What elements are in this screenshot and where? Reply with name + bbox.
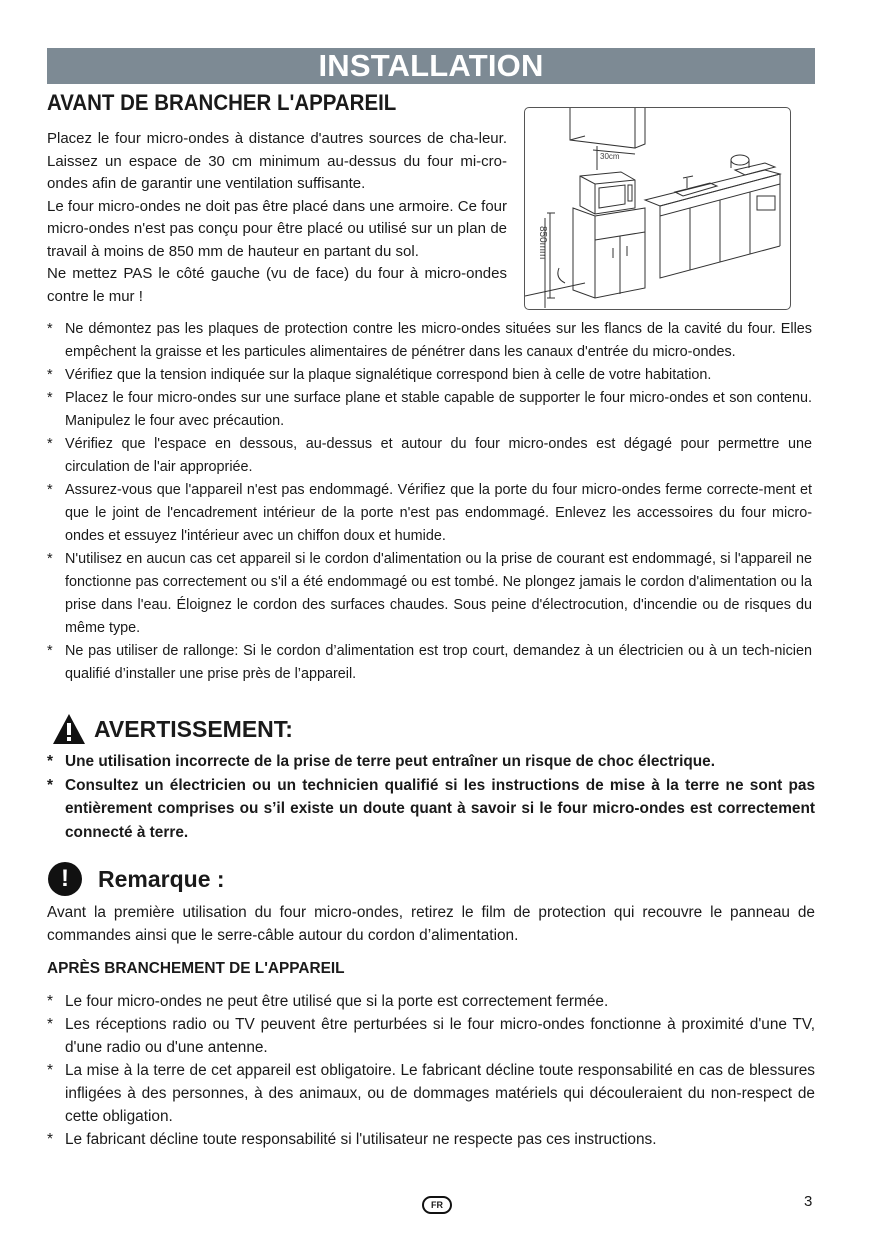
warning-title: AVERTISSEMENT: [94, 715, 293, 742]
dim-label-850mm: 850mm [537, 226, 548, 260]
note-body: Avant la première utilisation du four micro-ondes, retirez le film de protection qui recouvre le panneau de commandes ainsi que le serre-câble autour du cordon d’alimentation. [47, 904, 815, 944]
precautions-list [47, 318, 812, 686]
page-number: 3 [804, 1193, 813, 1210]
kitchen-illustration [524, 107, 791, 310]
intro-paragraph: Le four micro-ondes ne doit pas être placé dans une armoire. Ce four micro-ondes n'est pas conçu pour être placé ou utilisé sur un plan de travail à moins de 850 mm de hauteur en partant du sol. [47, 197, 507, 260]
exclamation-icon: ! [48, 862, 82, 896]
list-item: * Ne démontez pas les plaques de protection contre les micro-ondes situées sur les flancs de la cavité du four. Elles empêchent la graisse et les particules alimentaires de pénétrer dans les canaux d'entrée du micro-ondes. [47, 318, 812, 364]
dim-label-30cm: 30cm [600, 152, 620, 161]
list-item: * N'utilisez en aucun cas cet appareil si le cordon d'alimentation ou la prise de courant est endommagé, si l'appareil ne fonctionne pas correctement ou s'il a été endommagé ou est tombé. Ne plongez jamais le cordon d'alimentation ou la prise dans l'eau. Éloignez le cordon des surfaces chaudes. Sous peine d'électrocution, d'incendie ou de risques du même type. [47, 548, 812, 640]
intro-paragraph: Placez le four micro-ondes à distance d'autres sources de cha-leur. Laissez un espace de 30 cm minimum au-dessus du four mi-cro-ondes afin de garantir une ventilation suffisante. [47, 130, 507, 192]
language-badge: FR [422, 1196, 452, 1214]
list-item: * Consultez un électricien ou un technicien qualifié si les instructions de mise à la terre ne sont pas entièrement comprises ou s’il existe un doute quant à savoir si le four micro-ondes est correctement connecté à terre. [47, 774, 815, 845]
list-item: * Ne pas utiliser de rallonge: Si le cordon d’alimentation est trop court, demandez à un électricien ou à un tech-nicien qualifié d’installer une prise près de l’appareil. [47, 640, 812, 686]
list-item: * La mise à la terre de cet appareil est obligatoire. Le fabricant décline toute responsabilité en cas de blessures infligées à des personnes, à des animaux, ou de dommages matériels qui découleraient du non-respect de cette obligation. [47, 1059, 815, 1128]
list-item: * Une utilisation incorrecte de la prise de terre peut entraîner un risque de choc électrique. [47, 750, 815, 774]
section-heading-before: AVANT DE BRANCHER L'APPAREIL [47, 90, 397, 115]
list-item: * Vérifiez que la tension indiquée sur la plaque signalétique correspond bien à celle de votre habitation. [47, 364, 812, 387]
kitchen-drawing [525, 108, 790, 309]
list-item: * Placez le four micro-ondes sur une surface plane et stable capable de supporter le four micro-ondes et son contenu. Manipulez le four avec précaution. [47, 387, 812, 433]
intro-paragraph: Ne mettez PAS le côté gauche (vu de face) du four à micro-ondes contre le mur ! [47, 265, 507, 305]
warning-heading [52, 711, 293, 747]
note-title: Remarque : [98, 865, 225, 892]
warning-list [47, 750, 815, 844]
warning-triangle-icon [52, 713, 86, 745]
note-heading [48, 861, 225, 897]
after-connection-list [47, 990, 815, 1151]
list-item: * Le fabricant décline toute responsabilité si l'utilisateur ne respecte pas ces instructions. [47, 1128, 815, 1151]
list-item: * Assurez-vous que l'appareil n'est pas endommagé. Vérifiez que la porte du four micro-ondes ferme correcte-ment et que le joint de l'encadrement intérieur de la porte n'est pas endommagé. Enlevez les accessoires du four micro-ondes et essuyez l'intérieur avec un chiffon doux et humide. [47, 479, 812, 548]
list-item: * Les réceptions radio ou TV peuvent être perturbées si le four micro-ondes fonctionne à proximité d'une TV, d'une radio ou d'une antenne. [47, 1013, 815, 1059]
page-banner: INSTALLATION [47, 48, 815, 84]
list-item: * Vérifiez que l'espace en dessous, au-dessus et autour du four micro-ondes est dégagé pour permettre une circulation de l'air appropriée. [47, 433, 812, 479]
list-item: * Le four micro-ondes ne peut être utilisé que si la porte est correctement fermée. [47, 990, 815, 1013]
intro-text [47, 128, 507, 308]
section-heading-after: APRÈS BRANCHEMENT DE L'APPAREIL [47, 960, 345, 977]
